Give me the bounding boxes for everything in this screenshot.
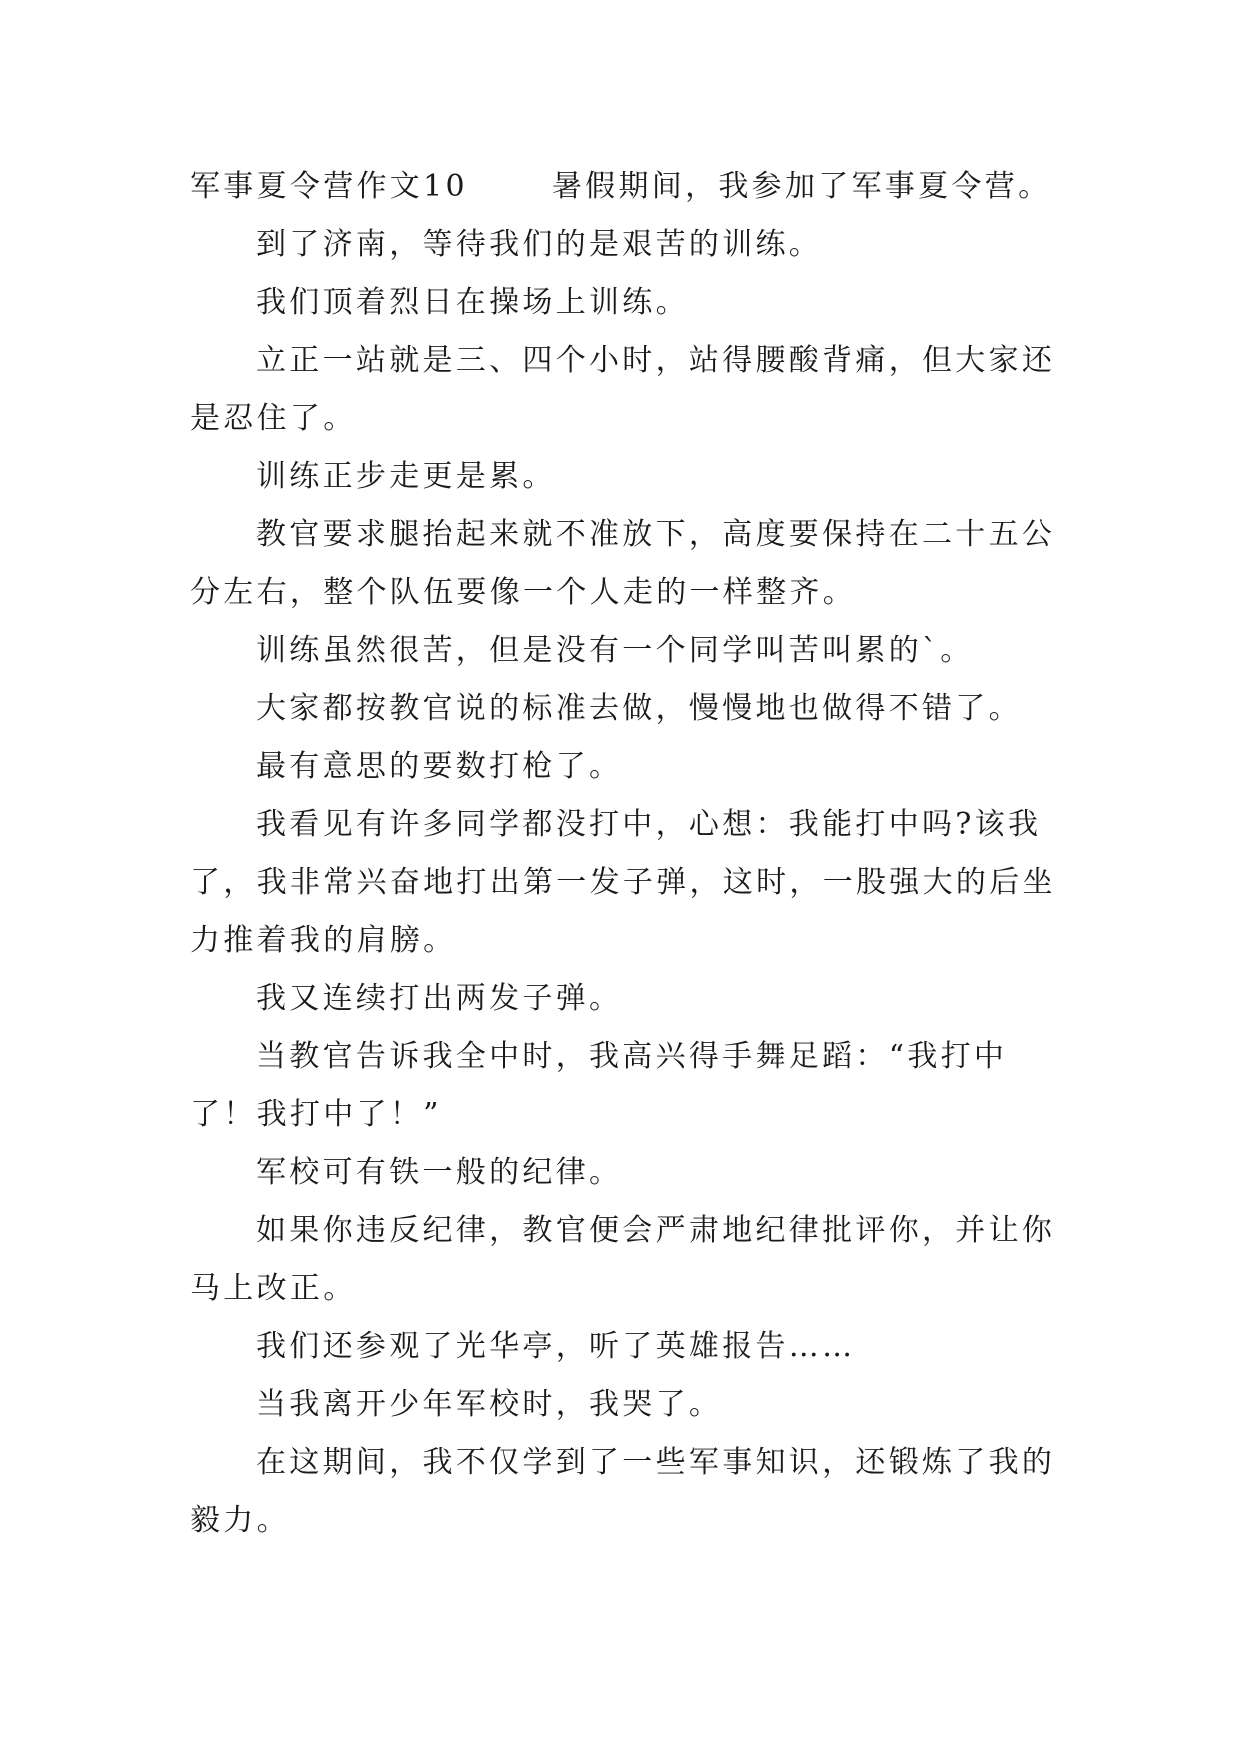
first-paragraph <box>190 158 1060 216</box>
paragraph-8: 大家都按教官说的标准去做，慢慢地也做得不错了。 <box>256 691 1022 726</box>
document-title: 军事夏令营作文10 <box>190 169 468 204</box>
paragraph-11: 我又连续打出两发子弹。 <box>256 981 623 1016</box>
paragraph-13: 军校可有铁一般的纪律。 <box>256 1155 623 1190</box>
paragraph-14: 如果你违反纪律，教官便会严肃地纪律批评你，并让你马上改正。 <box>190 1213 1056 1306</box>
paragraph-7: 训练虽然很苦，但是没有一个同学叫苦叫累的`。 <box>256 633 974 668</box>
paragraph-2: 到了济南，等待我们的是艰苦的训练。 <box>256 227 823 262</box>
paragraph-12: 当教官告诉我全中时，我高兴得手舞足蹈：“我打中了！我打中了！” <box>190 1039 1008 1132</box>
paragraph-17: 在这期间，我不仅学到了一些军事知识，还锻炼了我的毅力。 <box>190 1445 1056 1538</box>
paragraph-6: 教官要求腿抬起来就不准放下，高度要保持在二十五公分左右，整个队伍要像一个人走的一样整齐。 <box>190 517 1056 610</box>
paragraph-5: 训练正步走更是累。 <box>256 459 556 494</box>
paragraph-15: 我们还参观了光华亭，听了英雄报告…… <box>256 1329 856 1364</box>
paragraph-4: 立正一站就是三、四个小时，站得腰酸背痛，但大家还是忍住了。 <box>190 343 1056 436</box>
paragraph-10: 我看见有许多同学都没打中，心想：我能打中吗?该我了，我非常兴奋地打出第一发子弹，这时，一股强大的后坐力推着我的肩膀。 <box>190 807 1056 958</box>
paragraph-1: 暑假期间，我参加了军事夏令营。 <box>551 169 1052 204</box>
paragraph-9: 最有意思的要数打枪了。 <box>256 749 623 784</box>
document-body <box>190 158 1060 1550</box>
paragraph-16: 当我离开少年军校时，我哭了。 <box>256 1387 723 1422</box>
paragraph-3: 我们顶着烈日在操场上训练。 <box>256 285 689 320</box>
